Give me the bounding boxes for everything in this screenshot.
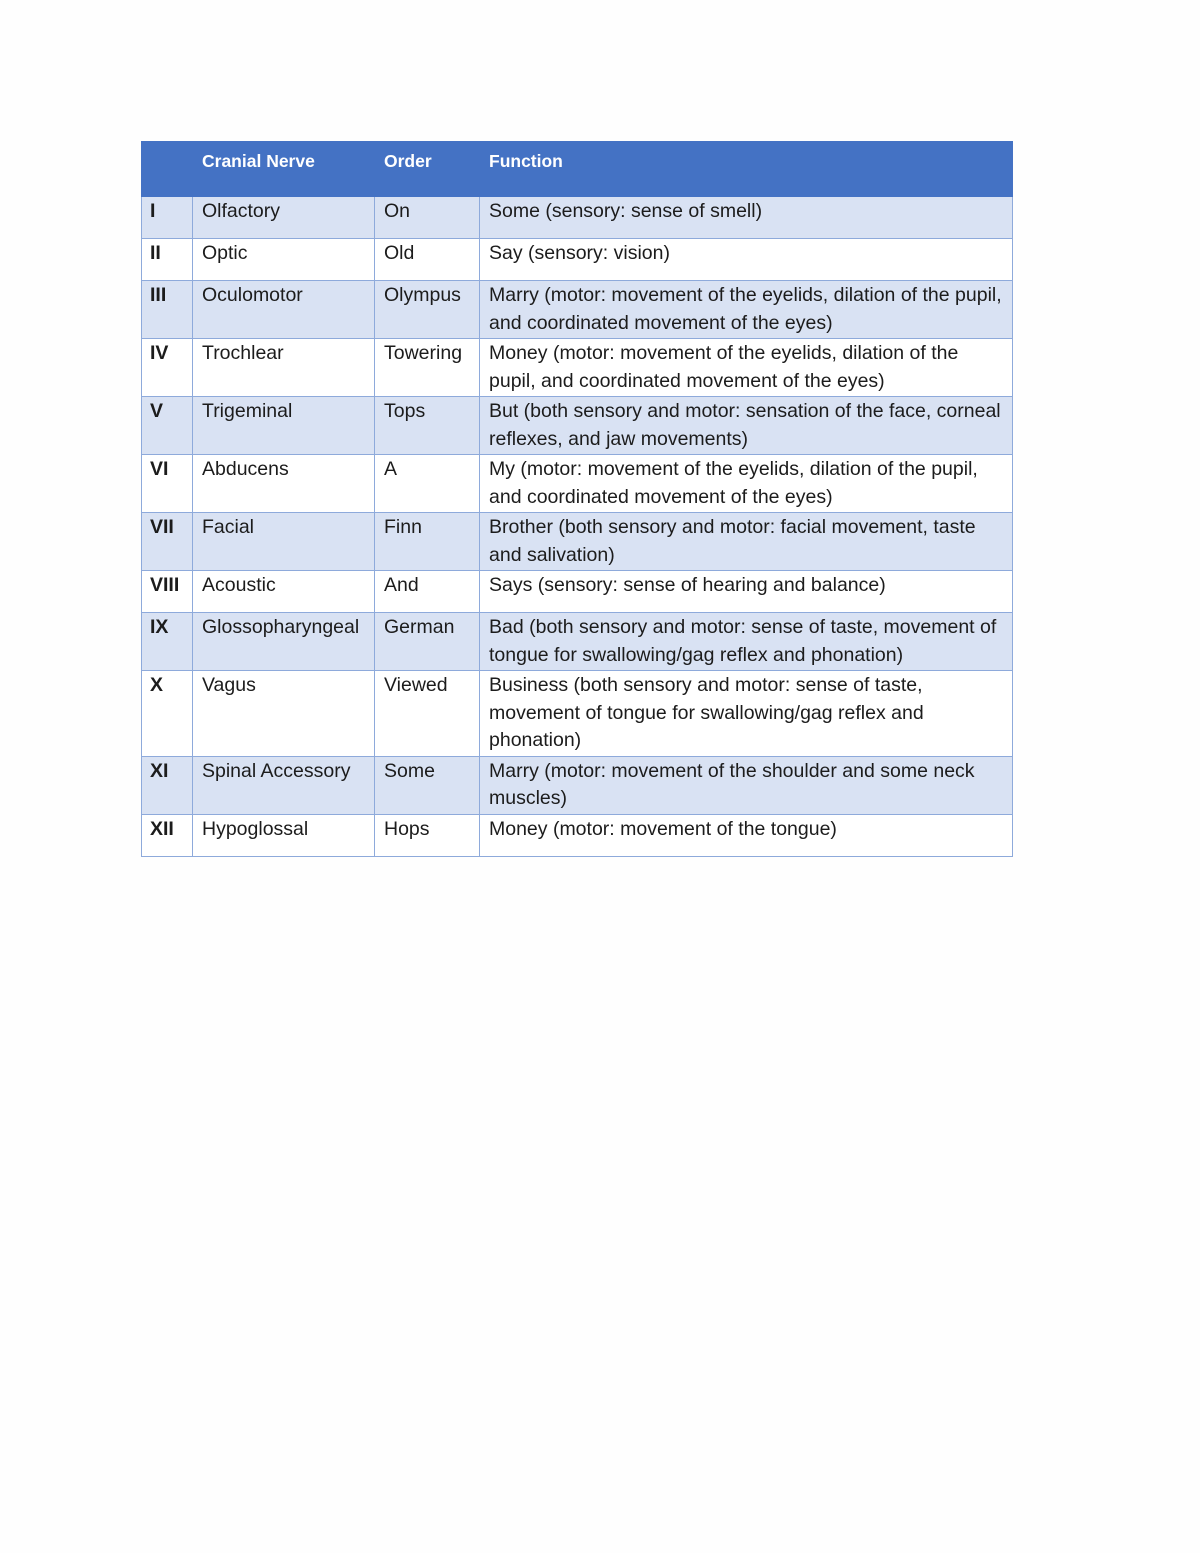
header-number [142, 142, 193, 197]
mnemonic-order: Olympus [375, 281, 480, 339]
table-row [142, 197, 1013, 239]
nerve-number: I [142, 197, 193, 239]
table-row [142, 756, 1013, 814]
nerve-number: VI [142, 455, 193, 513]
mnemonic-order: Viewed [375, 671, 480, 757]
nerve-number: XI [142, 756, 193, 814]
nerve-name: Abducens [193, 455, 375, 513]
mnemonic-order: Hops [375, 814, 480, 856]
header-function: Function [480, 142, 1013, 197]
nerve-number: XII [142, 814, 193, 856]
nerve-function: Says (sensory: sense of hearing and balance) [480, 571, 1013, 613]
nerve-name: Trochlear [193, 339, 375, 397]
mnemonic-order: German [375, 613, 480, 671]
mnemonic-order: Some [375, 756, 480, 814]
mnemonic-order: On [375, 197, 480, 239]
nerve-function: Brother (both sensory and motor: facial movement, taste and salivation) [480, 513, 1013, 571]
table-row [142, 613, 1013, 671]
mnemonic-order: Finn [375, 513, 480, 571]
table-row [142, 671, 1013, 757]
table-row [142, 571, 1013, 613]
header-order: Order [375, 142, 480, 197]
table-row [142, 455, 1013, 513]
nerve-number: VII [142, 513, 193, 571]
mnemonic-order: A [375, 455, 480, 513]
mnemonic-order: And [375, 571, 480, 613]
nerve-number: III [142, 281, 193, 339]
nerve-name: Glossopharyngeal [193, 613, 375, 671]
nerve-name: Trigeminal [193, 397, 375, 455]
nerve-function: Marry (motor: movement of the eyelids, dilation of the pupil, and coordinated movement of the eyes) [480, 281, 1013, 339]
table-row [142, 397, 1013, 455]
nerve-function: But (both sensory and motor: sensation of the face, corneal reflexes, and jaw movements) [480, 397, 1013, 455]
nerve-number: X [142, 671, 193, 757]
nerve-number: IV [142, 339, 193, 397]
nerve-number: V [142, 397, 193, 455]
nerve-name: Spinal Accessory [193, 756, 375, 814]
table-row [142, 814, 1013, 856]
mnemonic-order: Towering [375, 339, 480, 397]
mnemonic-order: Old [375, 239, 480, 281]
nerve-name: Optic [193, 239, 375, 281]
nerve-function: Say (sensory: vision) [480, 239, 1013, 281]
nerve-function: Business (both sensory and motor: sense of taste, movement of tongue for swallowing/gag reflex and phonation) [480, 671, 1013, 757]
nerve-function: Some (sensory: sense of smell) [480, 197, 1013, 239]
nerve-number: VIII [142, 571, 193, 613]
nerve-name: Facial [193, 513, 375, 571]
nerve-function: Marry (motor: movement of the shoulder and some neck muscles) [480, 756, 1013, 814]
nerve-function: Money (motor: movement of the tongue) [480, 814, 1013, 856]
table-row [142, 281, 1013, 339]
table-header-row [142, 142, 1013, 197]
nerve-name: Hypoglossal [193, 814, 375, 856]
nerve-function: Money (motor: movement of the eyelids, dilation of the pupil, and coordinated movement of the eyes) [480, 339, 1013, 397]
nerve-number: IX [142, 613, 193, 671]
mnemonic-order: Tops [375, 397, 480, 455]
cranial-nerves-table [141, 141, 1013, 857]
nerve-name: Vagus [193, 671, 375, 757]
nerve-name: Acoustic [193, 571, 375, 613]
table-row [142, 239, 1013, 281]
nerve-name: Olfactory [193, 197, 375, 239]
nerve-function: Bad (both sensory and motor: sense of taste, movement of tongue for swallowing/gag reflex and phonation) [480, 613, 1013, 671]
nerve-name: Oculomotor [193, 281, 375, 339]
header-cranial-nerve: Cranial Nerve [193, 142, 375, 197]
table-row [142, 513, 1013, 571]
nerve-function: My (motor: movement of the eyelids, dilation of the pupil, and coordinated movement of the eyes) [480, 455, 1013, 513]
table-row [142, 339, 1013, 397]
nerve-number: II [142, 239, 193, 281]
